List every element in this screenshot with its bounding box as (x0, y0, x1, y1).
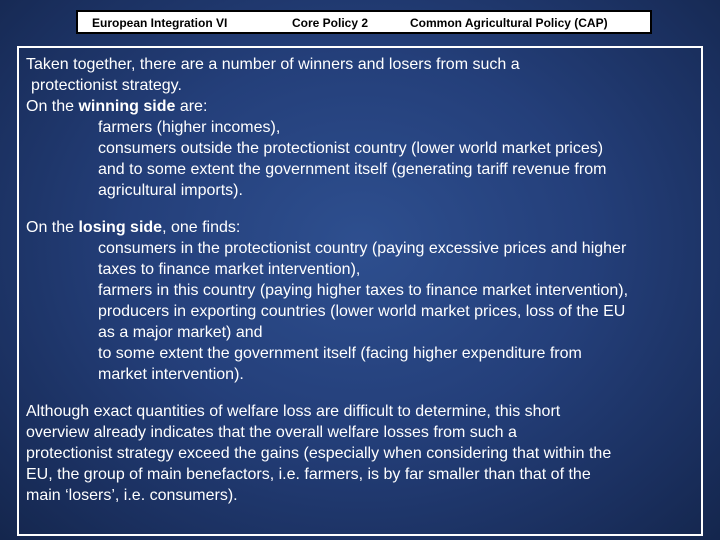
intro-line-2: protectionist strategy. (31, 77, 182, 94)
conclusion-line: Although exact quantities of welfare loss are difficult to determine, this short (26, 403, 561, 420)
losing-heading: On the losing side, one finds: (26, 219, 241, 236)
winning-side-emphasis: winning side (78, 98, 176, 115)
slide-text (26, 54, 696, 506)
winning-item: and to some extent the government itself (generating tariff revenue from (98, 161, 607, 178)
core-policy-label: Core Policy 2 (292, 16, 369, 30)
losing-item: market intervention). (98, 366, 244, 383)
conclusion-line: overview already indicates that the overall welfare losses from such a (26, 424, 517, 441)
content-box (17, 46, 703, 536)
conclusion-line: main ‘losers’, i.e. consumers). (26, 487, 238, 504)
losing-item: taxes to finance market intervention), (98, 261, 361, 278)
course-title: European Integration VI (92, 16, 228, 30)
losing-item: consumers in the protectionist country (paying excessive prices and higher (98, 240, 627, 257)
conclusion-line: EU, the group of main benefactors, i.e. farmers, is by far smaller than that of the (26, 466, 591, 483)
losing-side-emphasis: losing side (78, 219, 163, 236)
intro-line-1: Taken together, there are a number of winners and losers from such a (26, 56, 520, 73)
losing-item: farmers in this country (paying higher taxes to finance market intervention), (98, 282, 629, 299)
topic-title: Common Agricultural Policy (CAP) (410, 16, 608, 30)
winning-item: farmers (higher incomes), (98, 119, 281, 136)
losing-item: as a major market) and (98, 324, 263, 341)
losing-item: producers in exporting countries (lower world market prices, loss of the EU (98, 303, 626, 320)
winning-item: consumers outside the protectionist country (lower world market prices) (98, 140, 604, 157)
winning-item: agricultural imports). (98, 182, 243, 199)
losing-item: to some extent the government itself (facing higher expenditure from (98, 345, 582, 362)
slide-header (76, 10, 652, 34)
conclusion-line: protectionist strategy exceed the gains (especially when considering that within the (26, 445, 612, 462)
winning-heading: On the winning side are: (26, 98, 208, 115)
